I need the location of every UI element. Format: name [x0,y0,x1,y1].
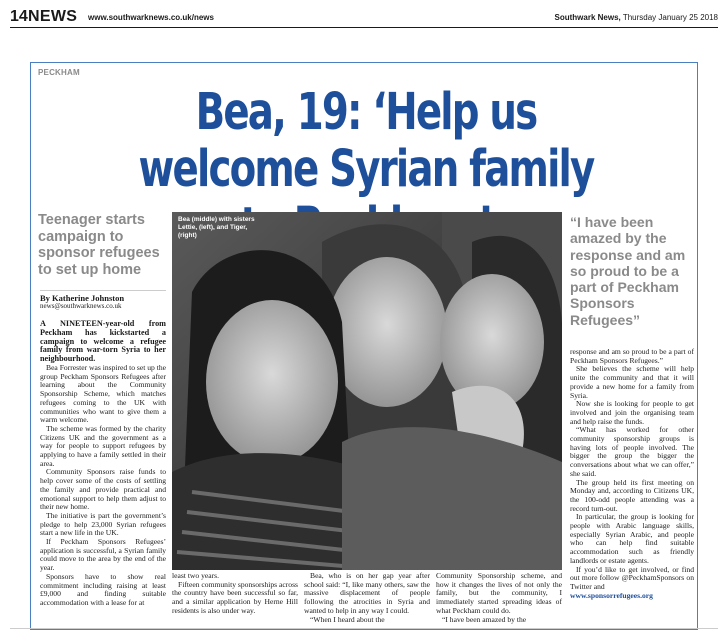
paragraph: least two years. [172,571,220,580]
paragraph: response and am so proud to be a part of Peckham Sponsors Refugees.” [570,347,694,365]
paragraph: Bea Forrester was inspired to set up the group Peckham Sponsors Refugees after learning about the Community Sponsorship Scheme, which matches refugees coming to the UK with communities who want to give them a warm welcome. [40,362,166,425]
page-footer-rule [10,628,718,629]
paragraph: If you’d like to get involved, or find out more follow @PeckhamSponsors on Twitter and [570,564,694,591]
photo-illustration [172,212,562,570]
article-photo [172,212,562,570]
body-column-5 [570,348,694,600]
body-column-4 [436,572,562,624]
paragraph: If Peckham Sponsors Refugees’ application is successful, a Syrian family could move to the area by the end of the year. [40,537,166,573]
paragraph: The initiative is part the government’s pledge to help 23,000 Syrian refugees start a new life in the UK. [40,510,166,538]
body-column-1 [40,320,166,608]
paragraph: Sponsors have to show real commitment including raising at least £9,000 and finding suitable accommodation with a lease for at [40,571,166,607]
author-email[interactable]: news@southwarknews.co.uk [40,302,122,310]
paragraph: She believes the scheme will help unite the community and that it will provide a new home for a family from Syria. [570,364,694,400]
article-kicker: PECKHAM [38,68,80,77]
byline: By Katherine Johnston [40,290,166,303]
website-link[interactable]: www.southwarknews.co.uk/news [88,13,214,22]
page-header [10,6,718,28]
paragraph: “I have been amazed by the [442,614,527,624]
standfirst: Teenager starts campaign to sponsor refugees to set up home [38,212,160,278]
paragraph: The scheme was formed by the charity Citizens UK and the government as a way for people to support refugees by applying to have a family settled in their area. [40,423,166,468]
body-column-3 [304,572,430,624]
paragraph: Bea, who is on her gap year after school said: “I, like many others, saw the massive displacement of people following the atrocities in Syria and wanted to help in any way I could. [304,571,430,615]
pull-quote: “I have been amazed by the response and am so proud to be a part of Peckham Sponsors Refugees” [570,214,686,328]
dateline [555,13,719,22]
article-headline: Bea, 19: ‘Help us welcome Syrian family [138,83,594,199]
page-number: 14 [10,8,28,25]
paragraph: In particular, the group is looking for people with Arabic language skills, especially Syrian Arabic, and people who can help find suitable accommodation such as friendly landlords or estate agents. [570,512,694,565]
paragraph: The group held its first meeting on Monday and, according to Citizens UK, the 100-odd people attending was a record turn-out. [570,477,694,513]
paragraph: Community Sponsorship scheme, and how it changes the lives of not only the family, but the community, I immediately started spreading ideas of what Peckham could do. [436,571,562,615]
paragraph: “When I heard about the [310,614,385,624]
section-name: NEWS [28,8,78,25]
sponsor-refugees-link[interactable]: www.sponsorrefugees.org [570,590,653,600]
lead-paragraph: A NINETEEN-year-old from Peckham has kickstarted a campaign to welcome a refugee family from war-torn Syria to her neighbourhood. [40,319,166,364]
paragraph: “What has worked for other community sponsorship groups is having lots of people involved. The bigger the group the bigger the conversations about what we can offer,” she said. [570,425,694,478]
photo-caption: Bea (middle) with sisters Lettie, (left), and Tiger, (right) [178,216,255,239]
paragraph: Now she is looking for people to get involved and join the organising team and help raise the funds. [570,399,694,426]
body-column-2 [172,572,298,616]
issue-date: Thursday January 25 2018 [622,13,718,22]
paper-name: Southwark News, [554,13,621,22]
paragraph: Community Sponsors raise funds to help cover some of the costs of settling the family and provide practical and emotional support to help them adjust to their new home. [40,467,166,512]
paragraph: Fifteen community sponsorships across the country have been successful so far, and a similar application by Herne Hill residents is also under way. [172,579,299,615]
